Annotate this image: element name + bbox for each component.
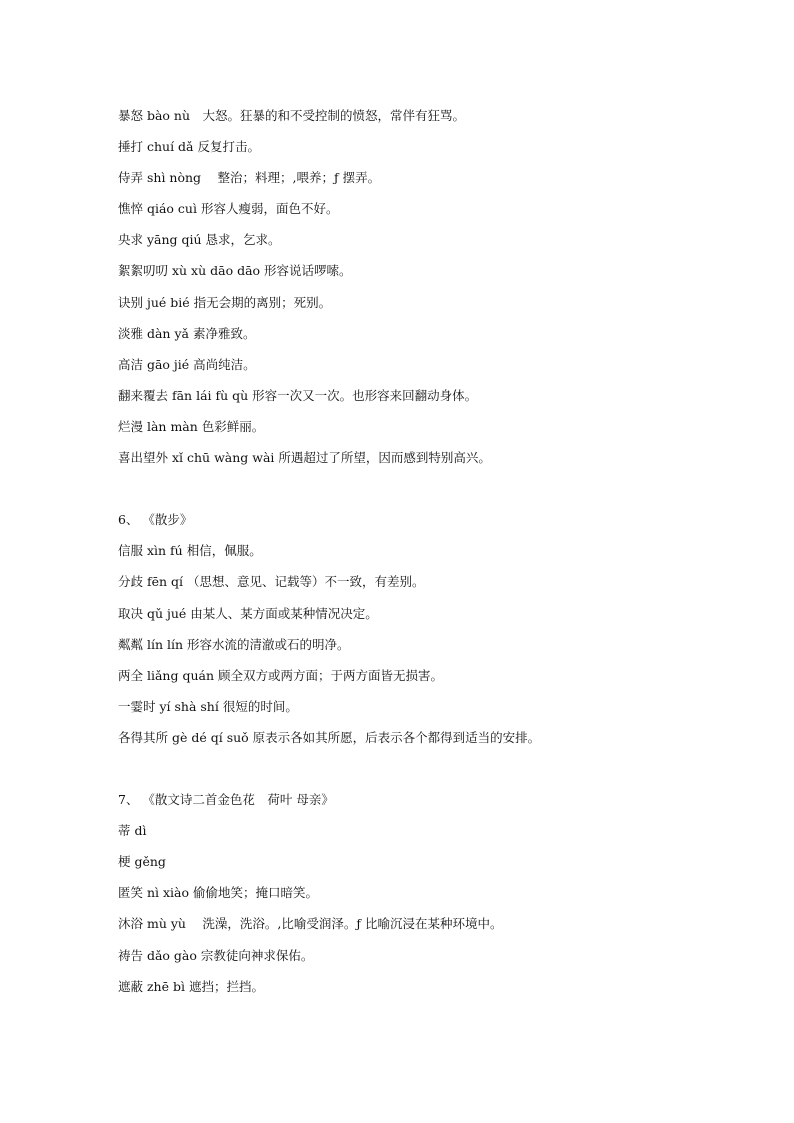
vocab-entry: 高洁 gāo jié 高尚纯洁。 bbox=[118, 356, 256, 372]
vocab-entry: 淡雅 dàn yǎ 素净雅致。 bbox=[118, 325, 256, 341]
vocab-entry: 祷告 dǎo gào 宗教徒向神求保佑。 bbox=[118, 947, 314, 963]
vocab-entry: 分歧 fēn qí （思想、意见、记载等）不一致，有差别。 bbox=[118, 574, 425, 590]
vocab-entry: 梗 gěng bbox=[118, 854, 166, 870]
vocab-entry: 诀别 jué bié 指无会期的离别；死别。 bbox=[118, 294, 332, 310]
vocab-entry: 暴怒 bào nù 大怒。狂暴的和不受控制的愤怒，常伴有狂骂。 bbox=[118, 108, 466, 123]
vocab-entry: 憔悴 qiáo cuì 形容人瘦弱，面色不好。 bbox=[118, 201, 339, 217]
section-heading: 6、 《散步》 bbox=[118, 512, 193, 528]
vocab-entry: 各得其所 gè dé qí suǒ 原表示各如其所愿，后表示各个都得到适当的安排。 bbox=[118, 729, 541, 745]
vocab-entry: 一霎时 yí shà shí 很短的时间。 bbox=[118, 698, 298, 714]
vocab-entry: 沐浴 mù yù 洗澡，洗浴。,比喻受润泽。ƒ 比喻沉浸在某种环境中。 bbox=[118, 916, 503, 932]
vocab-section-sanbu bbox=[118, 504, 758, 753]
vocab-entry: 喜出望外 xǐ chū wàng wài 所遇超过了所望，因而感到特别高兴。 bbox=[118, 450, 491, 466]
vocab-entry: 翻来覆去 fān lái fù qù 形容一次又一次。也形容来回翻动身体。 bbox=[118, 387, 478, 403]
section-spacer bbox=[118, 473, 758, 504]
vocab-entry: 央求 yāng qiú 恳求，乞求。 bbox=[118, 232, 281, 248]
vocab-section-continued bbox=[118, 100, 758, 473]
document-page bbox=[118, 100, 758, 1002]
vocab-entry: 取决 qǔ jué 由某人、某方面或某种情况决定。 bbox=[118, 605, 378, 621]
vocab-entry: 絮絮叨叨 xù xù dāo dāo 形容说话啰嗦。 bbox=[118, 263, 352, 279]
vocab-entry: 侍弄 shì nòng 整治；料理；,喂养；ƒ 摆弄。 bbox=[118, 170, 381, 186]
vocab-entry: 捶打 chuí dǎ 反复打击。 bbox=[118, 139, 260, 155]
vocab-entry: 粼粼 lín lín 形容水流的清澈或石的明净。 bbox=[118, 636, 350, 652]
vocab-section-sanwenshi bbox=[118, 784, 758, 1002]
vocab-entry: 烂漫 làn màn 色彩鲜丽。 bbox=[118, 418, 265, 434]
vocab-entry: 匿笑 nì xiào 偷偷地笑；掩口暗笑。 bbox=[118, 885, 318, 901]
vocab-entry: 两全 liǎng quán 顾全双方或两方面；于两方面皆无损害。 bbox=[118, 667, 443, 683]
vocab-entry: 遮蔽 zhē bì 遮挡；拦挡。 bbox=[118, 978, 264, 994]
vocab-entry: 蒂 dì bbox=[118, 823, 147, 839]
section-spacer bbox=[118, 753, 758, 784]
section-heading: 7、 《散文诗二首金色花 荷叶 母亲》 bbox=[118, 792, 334, 808]
vocab-entry: 信服 xìn fú 相信，佩服。 bbox=[118, 543, 262, 559]
